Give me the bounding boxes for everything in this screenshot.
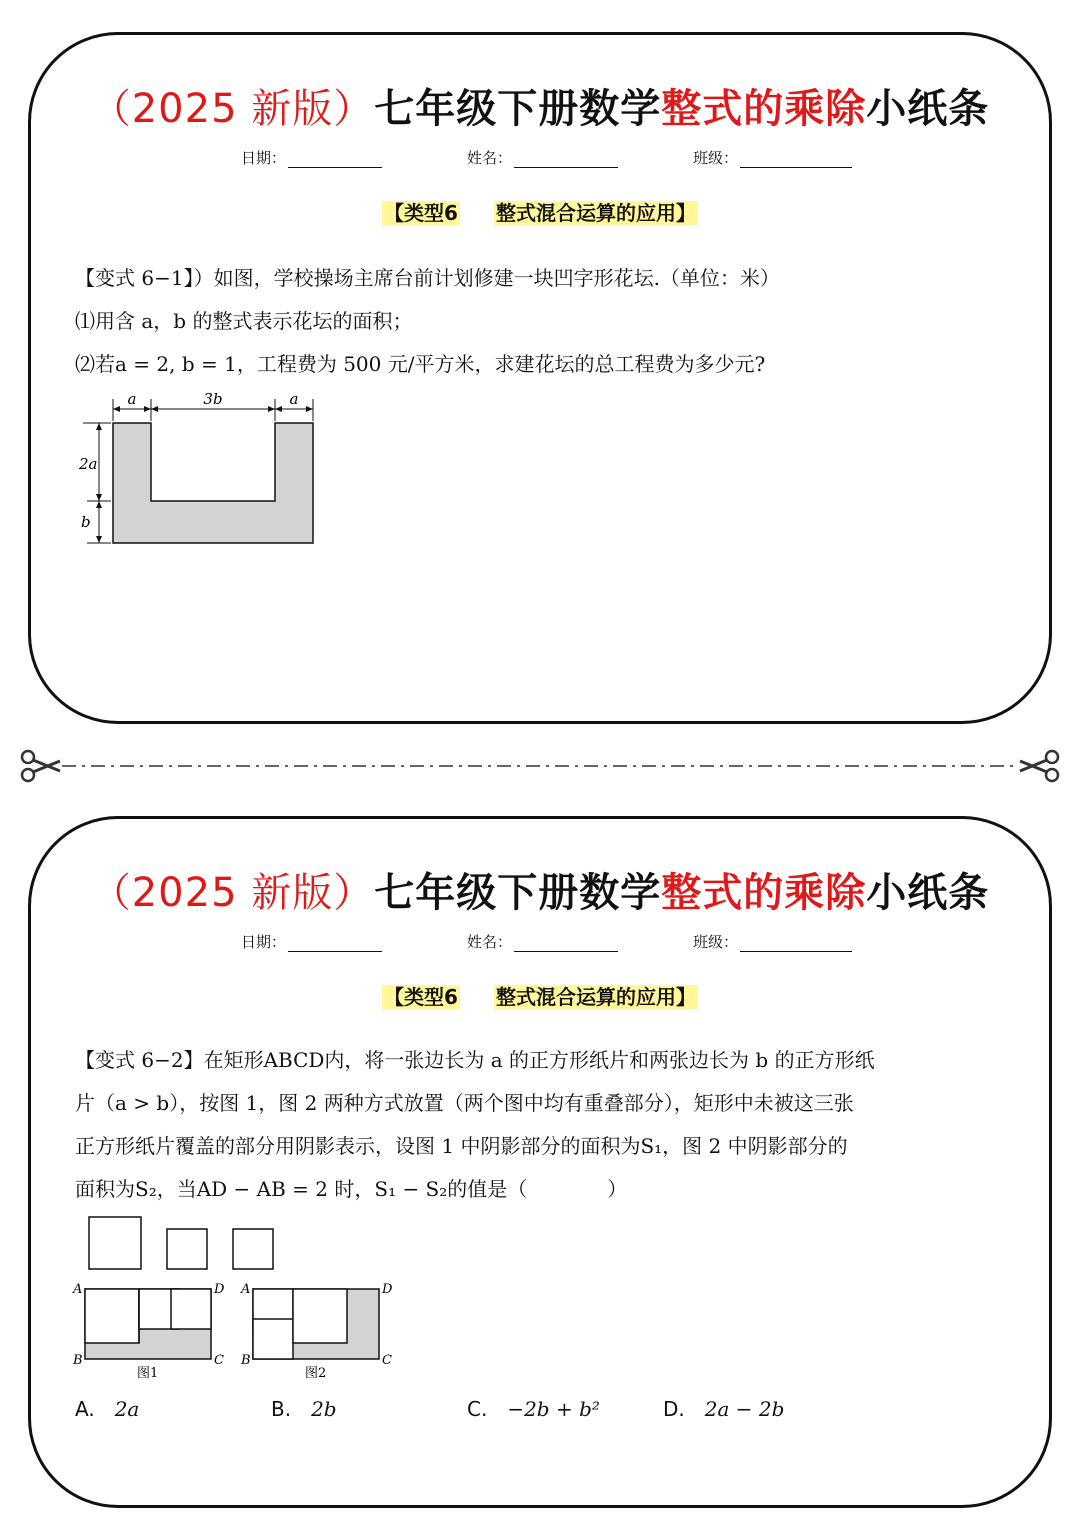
label-2a: 2a: [79, 455, 98, 473]
title-part2: 小纸条: [866, 870, 990, 916]
figure-2: [240, 1282, 393, 1381]
title-part1: 七年级下册数学: [374, 870, 662, 916]
scissors-icon: [1020, 751, 1058, 781]
type-banner: [31, 981, 1049, 1010]
choice-c[interactable]: C. −2b + b²: [467, 1397, 600, 1421]
problem-text: [75, 1039, 1015, 1211]
figure-1-caption: 图1: [137, 1366, 159, 1381]
name-blank[interactable]: [514, 936, 618, 952]
title-edition: （2025 新版）: [90, 86, 375, 132]
title-part2: 小纸条: [866, 86, 990, 132]
paper-slip-1: [28, 32, 1052, 724]
figure-2-square-b-2: [253, 1319, 293, 1359]
figure-1-square-a: [85, 1289, 139, 1343]
problem-line: 【变式 6−2】在矩形ABCD内，将一张边长为 a 的正方形纸片和两张边长为 b 的正方形纸: [75, 1048, 875, 1072]
rectangle-figures: [71, 1215, 431, 1385]
figure-1-square-b-2: [171, 1289, 211, 1329]
label-3b: 3b: [203, 390, 223, 408]
problem-line: 正方形纸片覆盖的部分用阴影表示，设图 1 中阴影部分的面积为S₁，图 2 中阴影部分的: [75, 1134, 848, 1158]
title-highlight: 整式的乘除: [661, 870, 867, 916]
problem-line: ⑵若a = 2, b = 1，工程费为 500 元/平方米，求建花坛的总工程费为多少元?: [75, 352, 766, 376]
problem-line: 【变式 6−1】）如图，学校操场主席台前计划修建一块凹字形花坛.（单位：米）: [75, 266, 780, 290]
type-label: 【类型6: [384, 985, 458, 1009]
class-field[interactable]: [693, 931, 852, 952]
title-edition: （2025 新版）: [90, 870, 375, 916]
figure-2-label-b: B: [241, 1353, 251, 1368]
figure-1-label-a: A: [73, 1282, 83, 1297]
problem-line: ⑴用含 a，b 的整式表示花坛的面积；: [75, 309, 413, 333]
label-b: b: [81, 513, 91, 531]
class-field[interactable]: [693, 147, 852, 168]
label-a-right: a: [289, 390, 299, 408]
name-field[interactable]: [467, 147, 618, 168]
name-label: 姓名：: [467, 933, 513, 951]
type-title: 整式混合运算的应用】: [495, 985, 696, 1009]
date-blank[interactable]: [288, 936, 382, 952]
flowerbed-shape: [113, 423, 313, 543]
date-field[interactable]: [241, 931, 382, 952]
name-field[interactable]: [467, 931, 618, 952]
figure-2-label-d: D: [382, 1282, 393, 1297]
figure-2-caption: 图2: [305, 1366, 327, 1381]
type-banner: [31, 197, 1049, 226]
class-label: 班级：: [693, 149, 739, 167]
figure-1-label-b: B: [73, 1353, 83, 1368]
figure-2-label-c: C: [382, 1353, 392, 1368]
slip-title: [31, 861, 1049, 918]
choice-b[interactable]: B. 2b: [271, 1397, 337, 1421]
name-label: 姓名：: [467, 149, 513, 167]
figure-2-square-a: [293, 1289, 347, 1343]
choice-d[interactable]: D. 2a − 2b: [663, 1397, 785, 1421]
type-title: 整式混合运算的应用】: [495, 201, 696, 225]
class-blank[interactable]: [740, 936, 852, 952]
scissors-icon: [22, 751, 60, 781]
problem-line: 面积为S₂，当AD − AB = 2 时，S₁ − S₂的值是（ ）: [75, 1177, 628, 1201]
title-highlight: 整式的乘除: [661, 86, 867, 132]
name-blank[interactable]: [514, 152, 618, 168]
type-label: 【类型6: [384, 201, 458, 225]
date-field[interactable]: [241, 147, 382, 168]
choice-a[interactable]: A. 2a: [75, 1397, 140, 1421]
date-label: 日期：: [241, 933, 287, 951]
figure-1: [72, 1282, 225, 1381]
date-blank[interactable]: [288, 152, 382, 168]
square-b-1: [167, 1229, 207, 1269]
slip-title: [31, 77, 1049, 134]
class-blank[interactable]: [740, 152, 852, 168]
paper-slip-2: [28, 816, 1052, 1508]
figure-1-label-c: C: [214, 1353, 224, 1368]
figure-2-label-a: A: [241, 1282, 251, 1297]
title-part1: 七年级下册数学: [374, 86, 662, 132]
square-a: [89, 1217, 141, 1269]
date-label: 日期：: [241, 149, 287, 167]
problem-line: 片（a > b），按图 1，图 2 两种方式放置（两个图中均有重叠部分），矩形中未被这三张: [75, 1091, 854, 1115]
problem-text: [75, 257, 1015, 386]
label-a-left: a: [127, 390, 137, 408]
cut-line: [0, 745, 1080, 785]
figure-1-label-d: D: [214, 1282, 225, 1297]
class-label: 班级：: [693, 933, 739, 951]
square-b-2: [233, 1229, 273, 1269]
flowerbed-figure: [79, 389, 349, 559]
